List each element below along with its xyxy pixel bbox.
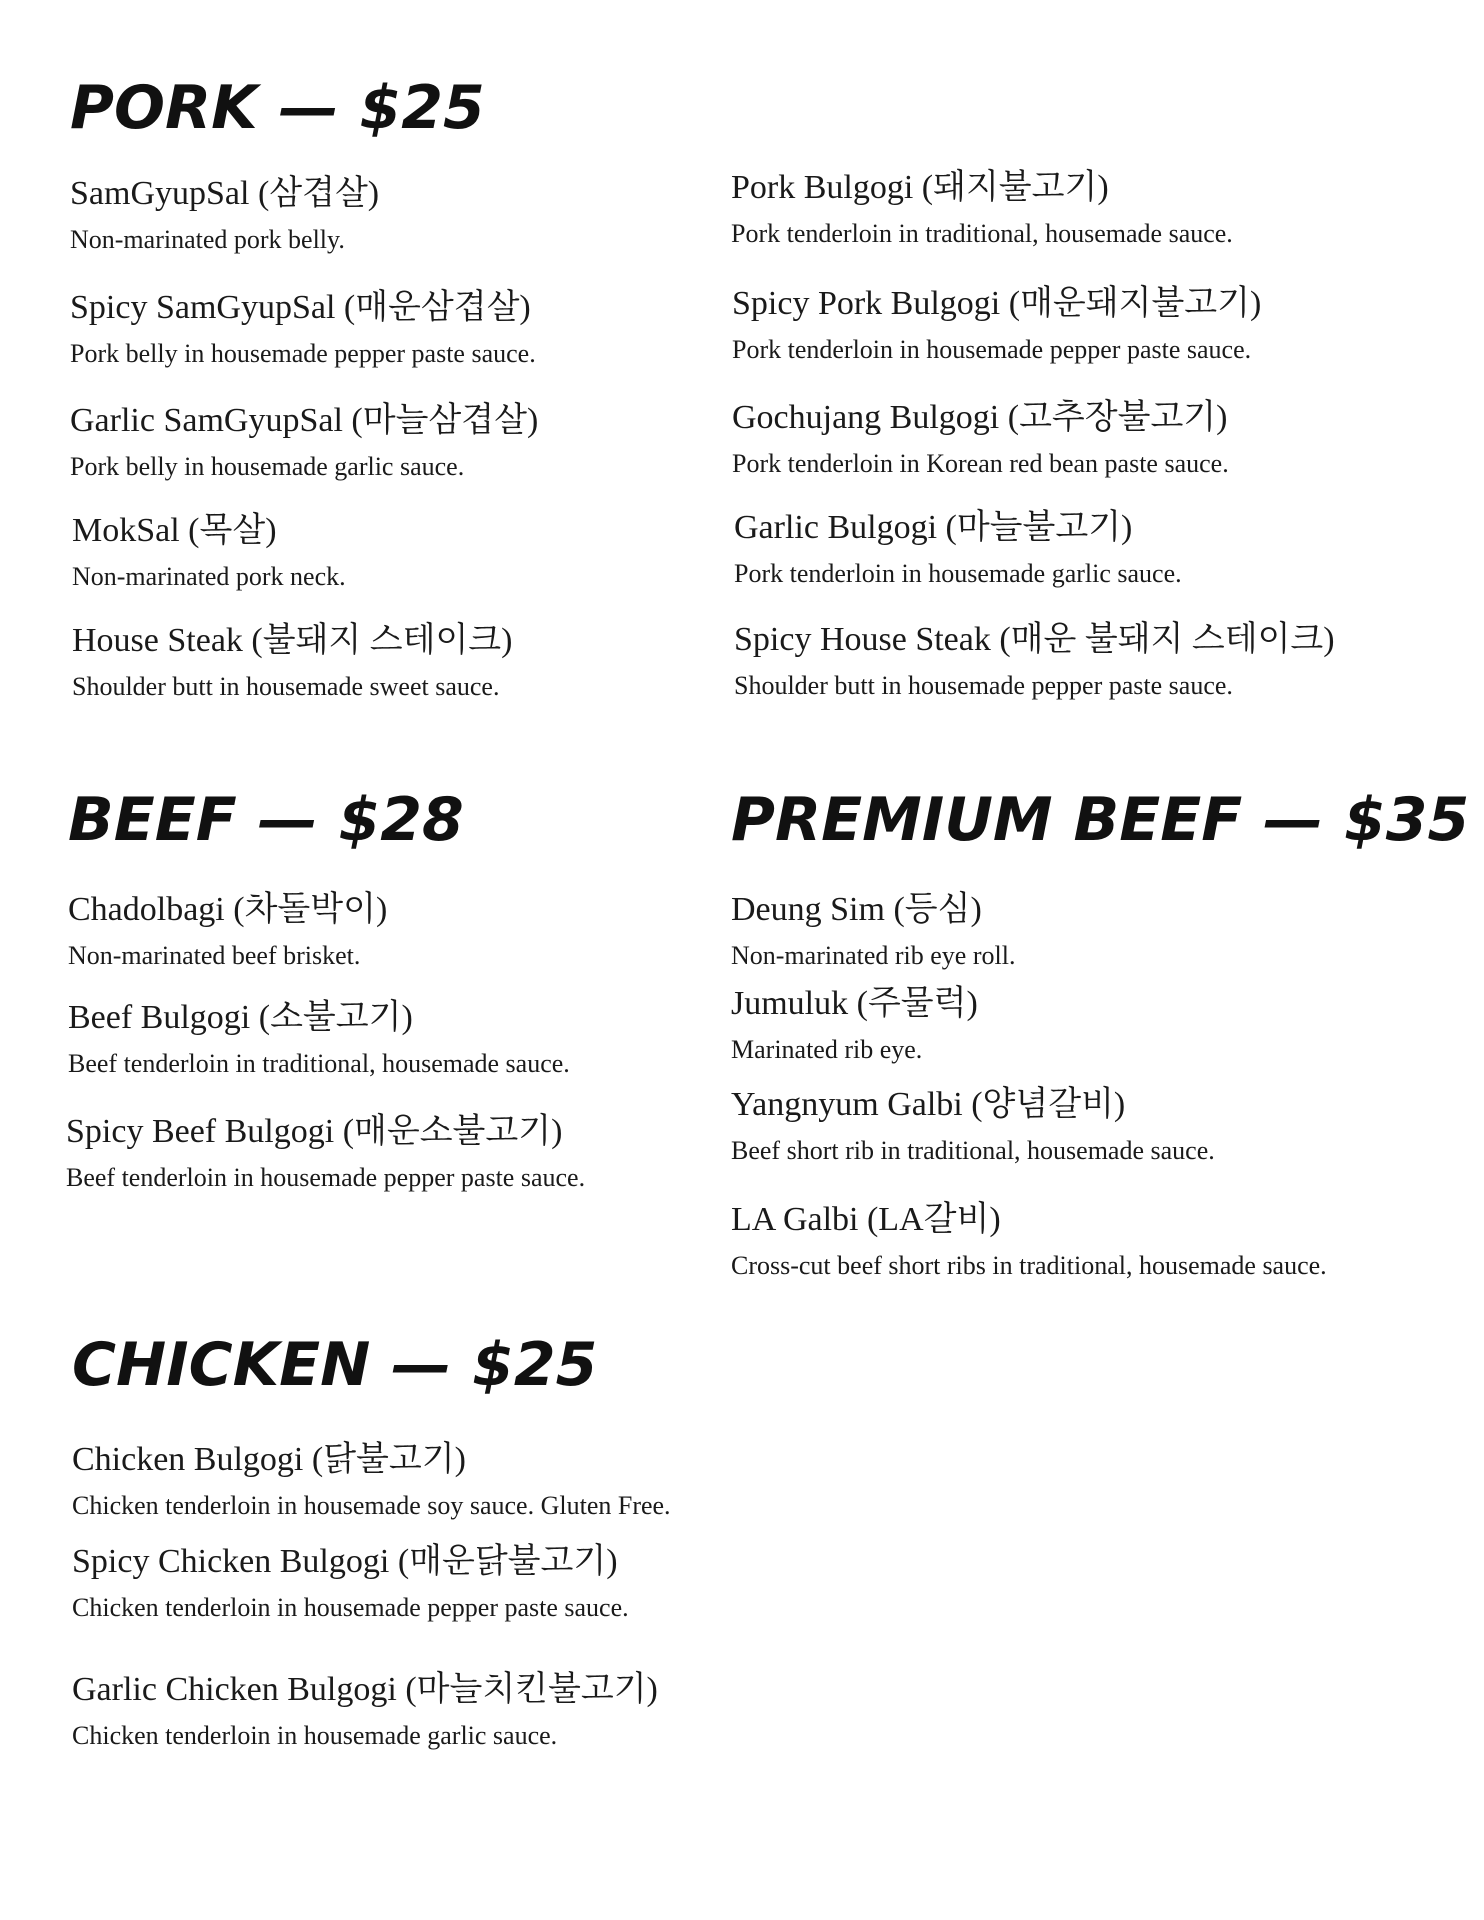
menu-item-samgyupsal (70, 174, 379, 256)
menu-item-yangnyum-galbi (731, 1085, 1215, 1167)
item-name: Deung Sim (등심) (731, 891, 982, 928)
menu-item-chicken-bulgogi (72, 1440, 671, 1522)
menu-item-garlic-samgyupsal (70, 401, 538, 483)
item-name: Spicy SamGyupSal (매운삼겹살) (70, 289, 531, 326)
item-name: Spicy House Steak (매운 불돼지 스테이크) (734, 621, 1335, 658)
pork-heading: PORK — $25 (70, 73, 485, 143)
item-name: MokSal (목살) (72, 512, 277, 549)
menu-item-deung-sim (731, 890, 1015, 972)
pork-section (70, 73, 1450, 718)
menu-item-pork-bulgogi (731, 168, 1233, 250)
item-description: Pork tenderloin in traditional, housemade sauce. (731, 219, 1233, 248)
menu-item-spicy-beef-bulgogi (66, 1112, 585, 1194)
item-description: Chicken tenderloin in housemade soy sauce. Gluten Free. (72, 1491, 671, 1520)
menu-item-garlic-bulgogi (734, 508, 1182, 590)
premium-beef-section (731, 785, 1470, 1290)
item-description: Pork tenderloin in housemade garlic sauce. (734, 559, 1182, 588)
item-description: Non-marinated pork belly. (70, 225, 345, 254)
menu-item-moksal (72, 511, 346, 593)
item-description: Chicken tenderloin in housemade garlic sauce. (72, 1721, 558, 1750)
item-name: Pork Bulgogi (돼지불고기) (731, 169, 1109, 206)
menu-item-jumuluk (731, 984, 978, 1066)
item-description: Chicken tenderloin in housemade pepper paste sauce. (72, 1593, 629, 1622)
item-name: Chicken Bulgogi (닭불고기) (72, 1441, 466, 1478)
menu-item-garlic-chicken-bulgogi (72, 1670, 658, 1752)
menu-item-la-galbi (731, 1200, 1327, 1282)
item-name: House Steak (불돼지 스테이크) (72, 622, 513, 659)
chicken-section (72, 1330, 872, 1775)
item-description: Non-marinated pork neck. (72, 562, 346, 591)
menu-item-gochujang-bulgogi (732, 398, 1229, 480)
item-name: Garlic SamGyupSal (마늘삼겹살) (70, 402, 539, 439)
premium-beef-heading: PREMIUM BEEF — $35 (731, 785, 1470, 855)
item-description: Pork tenderloin in housemade pepper paste sauce. (732, 335, 1252, 364)
item-description: Non-marinated rib eye roll. (731, 941, 1016, 970)
item-description: Shoulder butt in housemade pepper paste sauce. (734, 671, 1233, 700)
item-name: Beef Bulgogi (소불고기) (68, 999, 413, 1036)
beef-section (66, 785, 708, 1210)
item-name: Yangnyum Galbi (양념갈비) (731, 1086, 1126, 1123)
item-description: Marinated rib eye. (731, 1035, 923, 1064)
item-description: Pork belly in housemade pepper paste sauce. (70, 339, 536, 368)
item-description: Non-marinated beef brisket. (68, 941, 361, 970)
item-description: Beef tenderloin in traditional, housemade sauce. (68, 1049, 570, 1078)
item-name: Gochujang Bulgogi (고추장불고기) (732, 399, 1228, 436)
item-name: Spicy Beef Bulgogi (매운소불고기) (66, 1113, 563, 1150)
item-description: Shoulder butt in housemade sweet sauce. (72, 672, 500, 701)
item-name: Garlic Chicken Bulgogi (마늘치킨불고기) (72, 1671, 658, 1708)
item-name: Chadolbagi (차돌박이) (68, 891, 388, 928)
item-description: Beef tenderloin in housemade pepper paste sauce. (66, 1163, 586, 1192)
item-description: Pork tenderloin in Korean red bean paste sauce. (732, 449, 1229, 478)
item-description: Beef short rib in traditional, housemade sauce. (731, 1136, 1215, 1165)
menu-item-spicy-house-steak (734, 620, 1335, 702)
item-name: Spicy Chicken Bulgogi (매운닭불고기) (72, 1543, 618, 1580)
chicken-heading: CHICKEN — $25 (72, 1330, 598, 1400)
item-name: Jumuluk (주물럭) (731, 985, 978, 1022)
item-description: Pork belly in housemade garlic sauce. (70, 452, 465, 481)
menu-item-spicy-chicken-bulgogi (72, 1542, 629, 1624)
item-name: SamGyupSal (삼겹살) (70, 175, 380, 212)
menu-item-spicy-pork-bulgogi (732, 284, 1261, 366)
item-name: LA Galbi (LA갈비) (731, 1201, 1001, 1238)
item-name: Garlic Bulgogi (마늘불고기) (734, 509, 1133, 546)
beef-heading: BEEF — $28 (68, 785, 464, 855)
item-name: Spicy Pork Bulgogi (매운돼지불고기) (732, 285, 1262, 322)
menu-item-spicy-samgyupsal (70, 288, 536, 370)
menu-item-chadolbagi (68, 890, 387, 972)
menu-item-house-steak (72, 621, 512, 703)
item-description: Cross-cut beef short ribs in traditional, housemade sauce. (731, 1251, 1327, 1280)
menu-item-beef-bulgogi (68, 998, 570, 1080)
